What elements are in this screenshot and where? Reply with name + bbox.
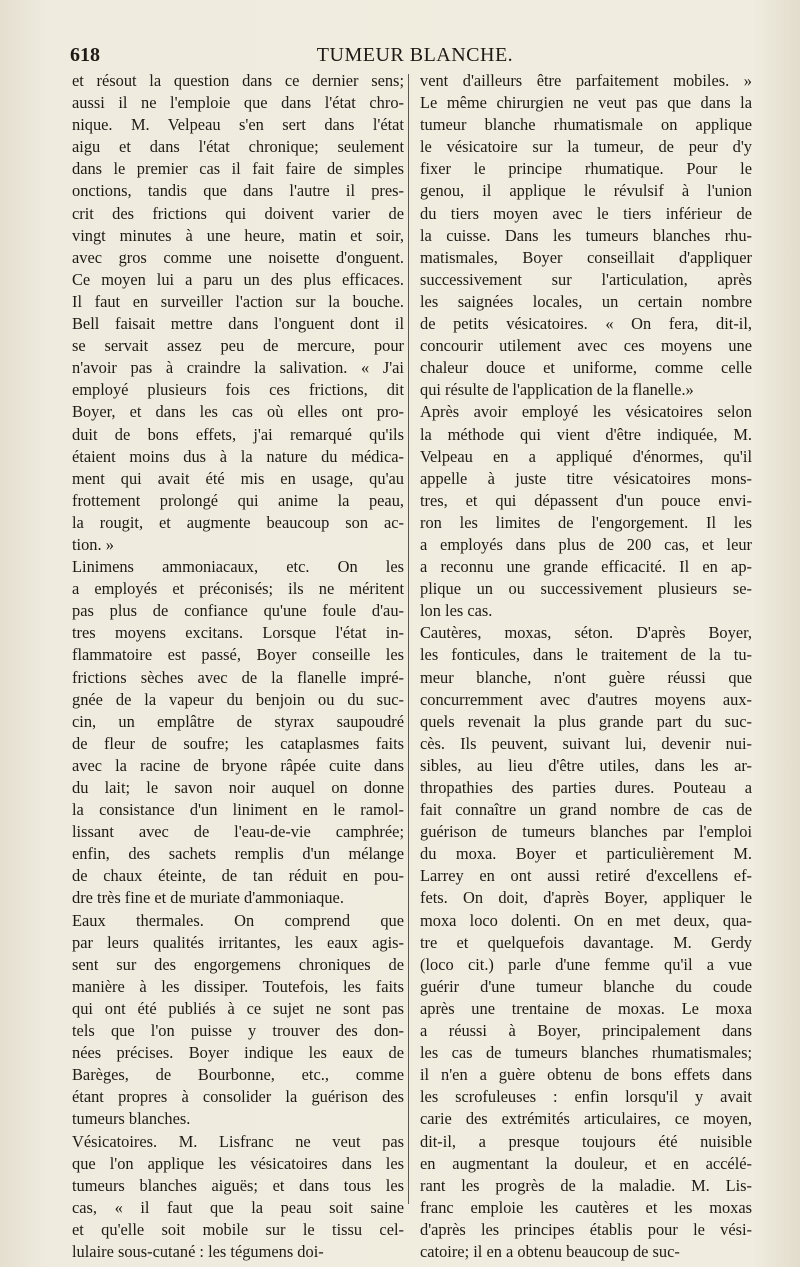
text-line: genou, il applique le révulsif à l'union xyxy=(420,181,752,201)
text-line: tumeurs blanches aiguës; et dans tous les xyxy=(72,1175,404,1195)
text-line: nique. M. Velpeau s'en sert dans l'état xyxy=(72,115,404,135)
text-line: guérison de tumeurs blanches par l'emploi xyxy=(420,822,752,842)
text-line: lon les cas. xyxy=(420,601,493,621)
text-line: la méthode qui vient d'être indiquée, M. xyxy=(420,424,752,444)
text-line: (loco cit.) parle d'une femme qu'il a vue xyxy=(420,954,752,974)
text-line: moxa loco dolenti. On en met deux, qua- xyxy=(420,910,752,930)
text-line: en augmentant la douleur, et en accélé- xyxy=(420,1153,752,1173)
text-line: onctions, tandis que dans l'autre il pres- xyxy=(72,181,404,201)
text-line: sibles, au lieu d'être utiles, dans les ar- xyxy=(420,755,752,775)
text-line: dans le premier cas il fait faire de simples xyxy=(72,159,404,179)
text-line: guérir d'une tumeur blanche du coude xyxy=(420,976,752,996)
text-line: du tiers moyen avec le tiers inférieur de xyxy=(420,203,752,223)
right-column xyxy=(420,70,752,1263)
text-line: qui résulte de l'application de la flanelle.» xyxy=(420,380,694,400)
text-line: pas plus de confiance qu'une foule d'au- xyxy=(72,601,404,621)
text-line: franc emploie les cautères et les moxas xyxy=(420,1197,752,1217)
text-line: ron les limites de l'engorgement. Il les xyxy=(420,512,752,532)
text-line: cas, « il faut que la peau soit saine xyxy=(72,1197,404,1217)
text-line: meur blanche, n'ont guère réussi que xyxy=(420,667,752,687)
text-line: vent d'ailleurs être parfaitement mobiles. » xyxy=(420,71,752,90)
text-line: gnée de la vapeur du benjoin ou du suc- xyxy=(72,689,404,709)
text-line: d'après les principes établis pour le vési- xyxy=(420,1219,752,1239)
text-line: Velpeau en a appliqué d'énormes, qu'il xyxy=(420,446,752,466)
text-line: aigu et dans l'état chronique; seulement xyxy=(72,137,404,157)
text-line: enfin, des sachets remplis d'un mélange xyxy=(72,844,404,864)
running-title: TUMEUR BLANCHE. xyxy=(316,44,514,66)
text-line: crit des frictions qui doivent varier de xyxy=(72,203,404,223)
text-line: ment qui avait été mis en usage, qu'au xyxy=(72,468,404,488)
text-line: étant propres à consolider la guérison des xyxy=(72,1087,404,1107)
text-line: tres, et qui dépassent d'un pouce envi- xyxy=(420,490,752,510)
text-line: il n'en a guère obtenu de bons effets dans xyxy=(420,1065,752,1085)
text-line: thropathies des parties dures. Pouteau a xyxy=(420,778,752,797)
text-line: fets. On doit, d'après Boyer, appliquer le xyxy=(420,888,752,908)
text-line: a réussi à Boyer, principalement dans xyxy=(420,1021,752,1041)
text-line: a reconnu une grande efficacité. Il en ap- xyxy=(420,557,752,577)
text-line: carie des extrémités articulaires, ce moyen, xyxy=(420,1109,752,1129)
text-line: appelle à juste titre vésicatoires mons- xyxy=(420,468,752,488)
text-line: Il faut en surveiller l'action sur la bouche. xyxy=(72,291,404,311)
column-divider xyxy=(408,74,409,1204)
text-line: dit-il, a presque toujours été nuisible xyxy=(420,1131,752,1151)
text-line: les cas de tumeurs blanches rhumatismales; xyxy=(420,1043,752,1063)
text-line: se servait assez peu de mercure, pour xyxy=(72,336,404,356)
text-line: concurremment avec d'autres moyens aux- xyxy=(420,689,752,709)
text-line: de petits vésicatoires. « On fera, dit-il, xyxy=(420,314,752,334)
text-line: Barèges, de Bourbonne, etc., comme xyxy=(72,1065,404,1085)
text-line: tion. » xyxy=(72,534,114,554)
text-line: Linimens ammoniacaux, etc. On les xyxy=(72,557,404,577)
text-line: Le même chirurgien ne veut pas que dans la xyxy=(420,93,752,113)
text-line: de chaux éteinte, de tan réduit en pou- xyxy=(72,866,404,886)
text-line: Larrey en ont aussi retiré d'excellens ef- xyxy=(420,866,752,886)
text-line: manière à les dissiper. Toutefois, les faits xyxy=(72,976,404,996)
text-line: tumeurs blanches. xyxy=(72,1109,191,1129)
text-line: lulaire sous-cutané : les tégumens doi- xyxy=(72,1241,324,1261)
text-line: avec la racine de bryone râpée cuite dans xyxy=(72,755,404,775)
text-line: qui ont été publiés à ce sujet ne sont pas xyxy=(72,998,404,1018)
text-line: concourir utilement avec ces moyens une xyxy=(420,336,752,356)
text-line: vingt minutes à une heure, matin et soir, xyxy=(72,225,404,245)
text-line: Après avoir employé les vésicatoires selon xyxy=(420,402,752,422)
text-line: a employés et préconisés; ils ne méritent xyxy=(72,579,404,599)
text-line: lissant avec de l'eau-de-vie camphrée; xyxy=(72,822,404,842)
text-line: n'avoir pas à craindre la salivation. « J'ai xyxy=(72,358,404,378)
text-line: la rougit, et augmente beaucoup son ac- xyxy=(72,512,404,532)
text-line: successivement sur l'articulation, après xyxy=(420,269,752,289)
text-line: du moxa. Boyer et particulièrement M. xyxy=(420,844,752,864)
text-line: frictions sèches avec de la flanelle impré- xyxy=(72,667,404,687)
text-line: la cuisse. Dans les tumeurs blanches rhu- xyxy=(420,225,752,245)
text-line: tre et quelquefois davantage. M. Gerdy xyxy=(420,932,752,952)
text-line: tumeur blanche rhumatismale on applique xyxy=(420,115,752,135)
page-number: 618 xyxy=(70,44,100,66)
text-line: les saignées locales, un certain nombre xyxy=(420,291,752,311)
text-line: et résout la question dans ce dernier sens; xyxy=(72,71,404,90)
text-line: Bell faisait mettre dans l'onguent dont il xyxy=(72,314,404,334)
text-line: frottement prolongé qui anime la peau, xyxy=(72,490,404,510)
text-line: rant les progrès de la maladie. M. Lis- xyxy=(420,1175,752,1195)
text-line: avec gros comme une noisette d'onguent. xyxy=(72,247,404,267)
text-line: fixer le principe rhumatique. Pour le xyxy=(420,159,752,179)
text-line: la consistance d'un liniment en le ramol- xyxy=(72,800,404,820)
text-line: plique un ou successivement plusieurs se- xyxy=(420,579,752,599)
text-line: après une trentaine de moxas. Le moxa xyxy=(420,998,752,1018)
text-line: Boyer, et dans les cas où elles ont pro- xyxy=(72,402,404,422)
text-line: par leurs qualités irritantes, les eaux agis- xyxy=(72,932,404,952)
text-line: les scrofuleuses : enfin lorsqu'il y avait xyxy=(420,1087,752,1107)
text-line: Eaux thermales. On comprend que xyxy=(72,910,404,930)
text-line: a employés dans plus de 200 cas, et leur xyxy=(420,534,752,554)
text-line: tres moyens excitans. Lorsque l'état in- xyxy=(72,623,404,643)
text-line: de fleur de soufre; les cataplasmes faits xyxy=(72,733,404,753)
text-line: sent sur des engorgemens chroniques de xyxy=(72,954,404,974)
text-line: que l'on applique les vésicatoires dans les xyxy=(72,1153,404,1173)
text-line: les fonticules, dans le traitement de la tu- xyxy=(420,645,752,665)
text-line: aussi il ne l'emploie que dans l'état chro- xyxy=(72,93,404,113)
text-line: nées précises. Boyer indique les eaux de xyxy=(72,1043,404,1063)
text-line: fait connaître un grand nombre de cas de xyxy=(420,800,752,820)
text-line: flammatoire est passé, Boyer conseille les xyxy=(72,645,404,665)
text-line: Vésicatoires. M. Lisfranc ne veut pas xyxy=(72,1131,404,1151)
text-line: employé plusieurs fois ces frictions, dit xyxy=(72,380,404,400)
text-line: quels revenait la plus grande part du suc- xyxy=(420,711,752,731)
text-line: duit de bons effets, j'ai remarqué qu'ils xyxy=(72,424,404,444)
left-column xyxy=(72,70,404,1263)
text-line: chaleur douce et uniforme, comme celle xyxy=(420,358,752,378)
text-line: matismales, Boyer conseillait d'appliquer xyxy=(420,247,752,267)
text-line: catoire; il en a obtenu beaucoup de suc- xyxy=(420,1241,680,1261)
text-line: du lait; le savon noir auquel on donne xyxy=(72,778,404,797)
text-line: cès. Ils peuvent, suivant lui, devenir nui- xyxy=(420,733,752,753)
text-line: cin, un emplâtre de styrax saupoudré xyxy=(72,711,404,731)
text-line: le vésicatoire sur la tumeur, de peur d'y xyxy=(420,137,752,157)
text-line: tels que l'on puisse y trouver des don- xyxy=(72,1021,404,1041)
text-line: Ce moyen lui a paru un des plus efficaces. xyxy=(72,269,404,289)
text-line: et qu'elle soit mobile sur le tissu cel- xyxy=(72,1219,404,1239)
text-line: Cautères, moxas, séton. D'après Boyer, xyxy=(420,623,752,643)
text-line: étaient moins dus à la nature du médica- xyxy=(72,446,404,466)
text-line: dre très fine et de muriate d'ammoniaque. xyxy=(72,888,344,908)
